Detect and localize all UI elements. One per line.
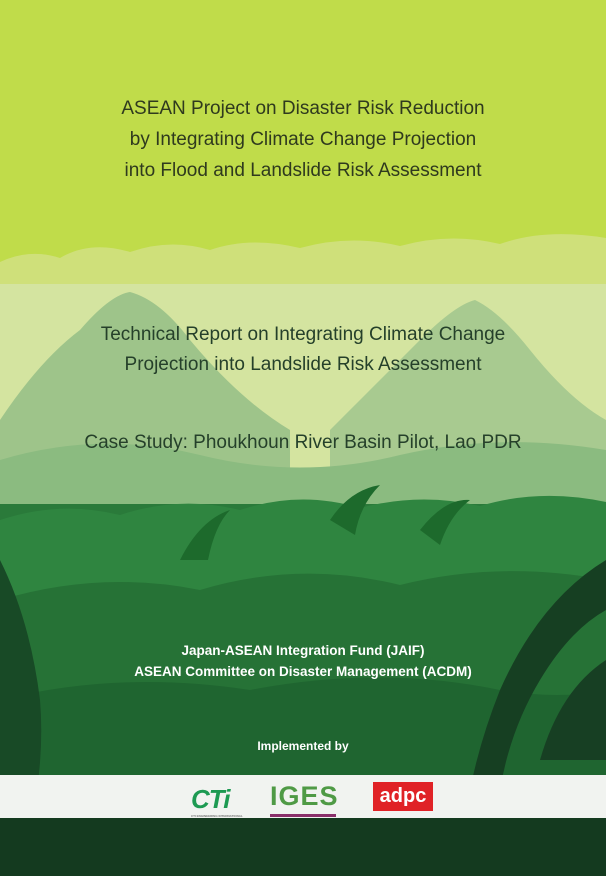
iges-logo-underline (270, 814, 336, 817)
report-title (0, 93, 606, 186)
title-line: into Flood and Landslide Risk Assessment (124, 160, 482, 181)
iges-logo (270, 781, 339, 812)
funders-block (0, 640, 606, 682)
adpc-logo: adpc (373, 782, 433, 811)
cti-logo-tagline: CTI ENGINEERING INTERNATIONAL (191, 814, 243, 818)
cti-logo-text: CTi (191, 784, 230, 814)
funder-jaif: Japan-ASEAN Integration Fund (JAIF) (181, 643, 425, 658)
case-study-heading: Case Study: Phoukhoun River Basin Pilot, Lao PDR (84, 432, 522, 453)
funder-acdm: ASEAN Committee on Disaster Management (ACDM) (134, 664, 472, 679)
subtitle-line: Technical Report on Integrating Climate Change (100, 324, 506, 345)
iges-logo-text: IGES (270, 781, 339, 811)
cti-logo (191, 784, 243, 818)
implemented-by-label: Implemented by (257, 739, 349, 753)
title-line: ASEAN Project on Disaster Risk Reduction (121, 98, 485, 119)
partner-logo-bar (0, 775, 606, 818)
title-line: by Integrating Climate Change Projection (129, 129, 477, 150)
report-subtitle (0, 320, 606, 380)
subtitle-line: Projection into Landslide Risk Assessment (124, 354, 482, 375)
